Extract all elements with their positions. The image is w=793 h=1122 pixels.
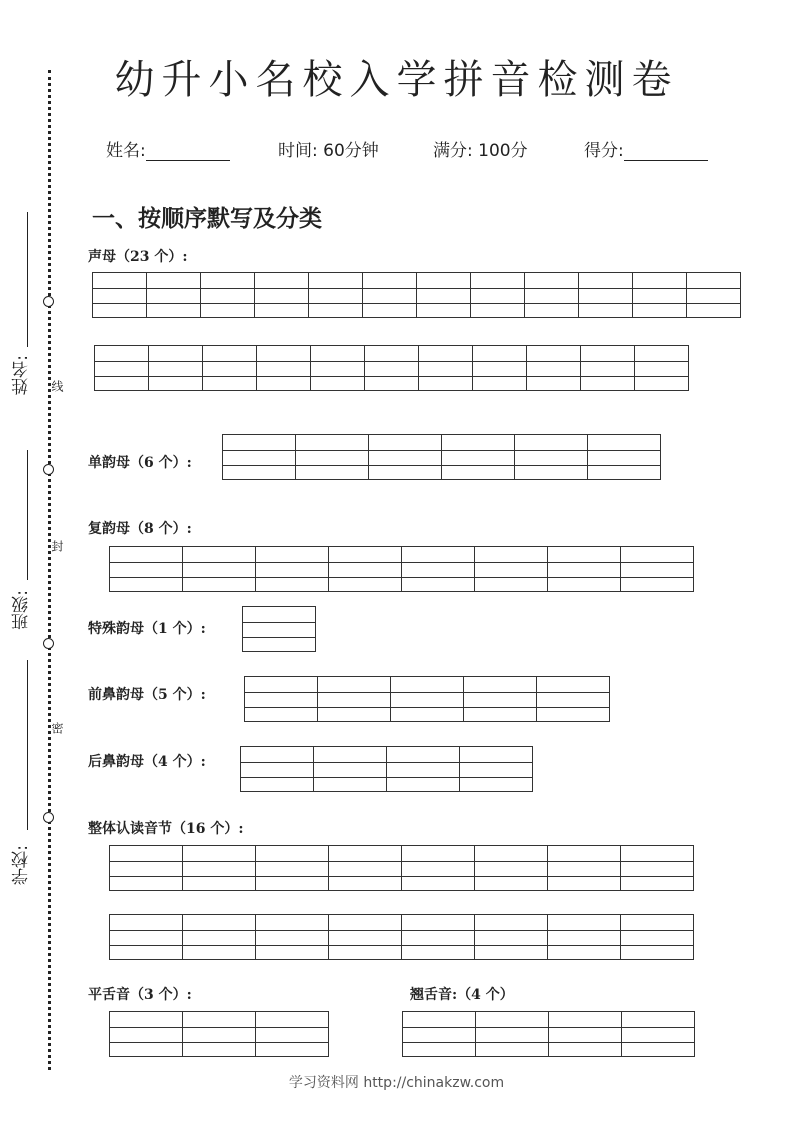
houbiyunmu-grid[interactable]: [240, 746, 533, 792]
pinyin-cell[interactable]: [183, 846, 256, 891]
pinyin-cell[interactable]: [581, 346, 635, 391]
full-score-label: 满分: 100分: [433, 141, 528, 161]
pinyin-cell[interactable]: [527, 346, 581, 391]
pinyin-cell[interactable]: [363, 273, 417, 318]
pinyin-cell[interactable]: [110, 547, 183, 592]
pinyin-cell[interactable]: [255, 273, 309, 318]
pinyin-cell[interactable]: [548, 915, 621, 960]
pinyin-cell[interactable]: [183, 1012, 256, 1057]
binding-hole: [43, 464, 54, 475]
pinyin-cell[interactable]: [471, 273, 525, 318]
pinyin-cell[interactable]: [257, 346, 311, 391]
pinyin-cell[interactable]: [621, 915, 694, 960]
pingsheyin-grid[interactable]: [109, 1011, 329, 1057]
binding-hole: [43, 296, 54, 307]
danyunmu-label: 单韵母（6 个）:: [88, 455, 192, 471]
pingsheyin-label: 平舌音（3 个）:: [88, 987, 192, 1003]
pinyin-cell[interactable]: [329, 547, 402, 592]
pinyin-cell[interactable]: [442, 435, 515, 480]
pinyin-cell[interactable]: [369, 435, 442, 480]
pinyin-cell[interactable]: [635, 346, 689, 391]
score-label: 得分:: [584, 141, 624, 161]
page-title: 幼升小名校入学拼音检测卷: [114, 57, 679, 103]
pinyin-cell[interactable]: [537, 677, 610, 722]
margin-school-line: [27, 660, 28, 830]
margin-school-label: 学校:: [12, 845, 32, 885]
pinyin-cell[interactable]: [548, 547, 621, 592]
pinyin-cell[interactable]: [256, 915, 329, 960]
pinyin-cell[interactable]: [464, 677, 537, 722]
zhengti-grid-row1[interactable]: [109, 845, 694, 891]
pinyin-cell[interactable]: [476, 1012, 549, 1057]
pinyin-cell[interactable]: [93, 273, 147, 318]
fuyunmu-grid[interactable]: [109, 546, 694, 592]
pinyin-cell[interactable]: [95, 346, 149, 391]
binding-hole: [43, 812, 54, 823]
pinyin-cell[interactable]: [149, 346, 203, 391]
houbiyunmu-label: 后鼻韵母（4 个）:: [88, 754, 206, 770]
seal-mi-text: 密: [50, 722, 64, 734]
pinyin-cell[interactable]: [110, 915, 183, 960]
teshuyunmu-label: 特殊韵母（1 个）:: [88, 621, 206, 637]
pinyin-cell[interactable]: [256, 846, 329, 891]
zhengti-grid-row2[interactable]: [109, 914, 694, 960]
pinyin-cell[interactable]: [588, 435, 661, 480]
name-field[interactable]: [106, 136, 230, 161]
pinyin-cell[interactable]: [475, 547, 548, 592]
qianbiyunmu-grid[interactable]: [244, 676, 610, 722]
pinyin-cell[interactable]: [633, 273, 687, 318]
pinyin-cell[interactable]: [473, 346, 527, 391]
qiaosheyin-label: 翘舌音:（4 个）: [410, 987, 514, 1003]
pinyin-cell[interactable]: [621, 547, 694, 592]
pinyin-cell[interactable]: [329, 915, 402, 960]
margin-class-line: [27, 450, 28, 580]
pinyin-cell[interactable]: [329, 846, 402, 891]
pinyin-cell[interactable]: [203, 346, 257, 391]
pinyin-cell[interactable]: [403, 1012, 476, 1057]
pinyin-cell[interactable]: [419, 346, 473, 391]
pinyin-cell[interactable]: [622, 1012, 695, 1057]
teshuyunmu-grid[interactable]: [242, 606, 316, 652]
pinyin-cell[interactable]: [201, 273, 255, 318]
pinyin-cell[interactable]: [687, 273, 741, 318]
pinyin-cell[interactable]: [402, 915, 475, 960]
score-field[interactable]: [584, 136, 708, 161]
fuyunmu-label: 复韵母（8 个）:: [88, 521, 192, 537]
danyunmu-grid[interactable]: [222, 434, 661, 480]
margin-class-label: 班级:: [12, 590, 32, 630]
shengmu-grid-row2[interactable]: [94, 345, 689, 391]
margin-name-label: 姓名:: [12, 355, 32, 395]
pinyin-cell[interactable]: [243, 607, 316, 652]
pinyin-cell[interactable]: [475, 846, 548, 891]
pinyin-cell[interactable]: [621, 846, 694, 891]
qianbiyunmu-label: 前鼻韵母（5 个）:: [88, 687, 206, 703]
pinyin-cell[interactable]: [296, 435, 369, 480]
name-label: 姓名:: [106, 141, 146, 161]
shengmu-grid-row1[interactable]: [92, 272, 741, 318]
pinyin-cell[interactable]: [147, 273, 201, 318]
seal-feng-text: 封: [50, 540, 64, 552]
pinyin-cell[interactable]: [460, 747, 533, 792]
pinyin-cell[interactable]: [309, 273, 363, 318]
pinyin-cell[interactable]: [223, 435, 296, 480]
pinyin-cell[interactable]: [110, 846, 183, 891]
zhengti-label: 整体认读音节（16 个）:: [88, 821, 244, 837]
margin-name-line: [27, 212, 28, 347]
pinyin-cell[interactable]: [183, 915, 256, 960]
shengmu-label: 声母（23 个）:: [88, 249, 188, 265]
pinyin-cell[interactable]: [245, 677, 318, 722]
pinyin-cell[interactable]: [314, 747, 387, 792]
pinyin-cell[interactable]: [387, 747, 460, 792]
pinyin-cell[interactable]: [579, 273, 633, 318]
binding-dotted-line: [48, 70, 51, 1070]
pinyin-cell[interactable]: [110, 1012, 183, 1057]
pinyin-cell[interactable]: [256, 547, 329, 592]
pinyin-cell[interactable]: [525, 273, 579, 318]
name-blank[interactable]: [146, 142, 230, 161]
score-blank[interactable]: [624, 142, 708, 161]
pinyin-cell[interactable]: [402, 846, 475, 891]
pinyin-cell[interactable]: [515, 435, 588, 480]
pinyin-cell[interactable]: [417, 273, 471, 318]
pinyin-cell[interactable]: [391, 677, 464, 722]
pinyin-cell[interactable]: [548, 846, 621, 891]
pinyin-cell[interactable]: [475, 915, 548, 960]
pinyin-cell[interactable]: [318, 677, 391, 722]
pinyin-cell[interactable]: [241, 747, 314, 792]
pinyin-cell[interactable]: [549, 1012, 622, 1057]
binding-hole: [43, 638, 54, 649]
qiaosheyin-grid[interactable]: [402, 1011, 695, 1057]
footer-watermark: 学习资料网 http://chinakzw.com: [288, 1075, 505, 1091]
pinyin-cell[interactable]: [402, 547, 475, 592]
pinyin-cell[interactable]: [311, 346, 365, 391]
seal-line-text: 线: [50, 380, 64, 392]
pinyin-cell[interactable]: [183, 547, 256, 592]
pinyin-cell[interactable]: [256, 1012, 329, 1057]
section-title: 一、按顺序默写及分类: [92, 206, 322, 232]
pinyin-cell[interactable]: [365, 346, 419, 391]
time-label: 时间: 60分钟: [278, 141, 379, 161]
